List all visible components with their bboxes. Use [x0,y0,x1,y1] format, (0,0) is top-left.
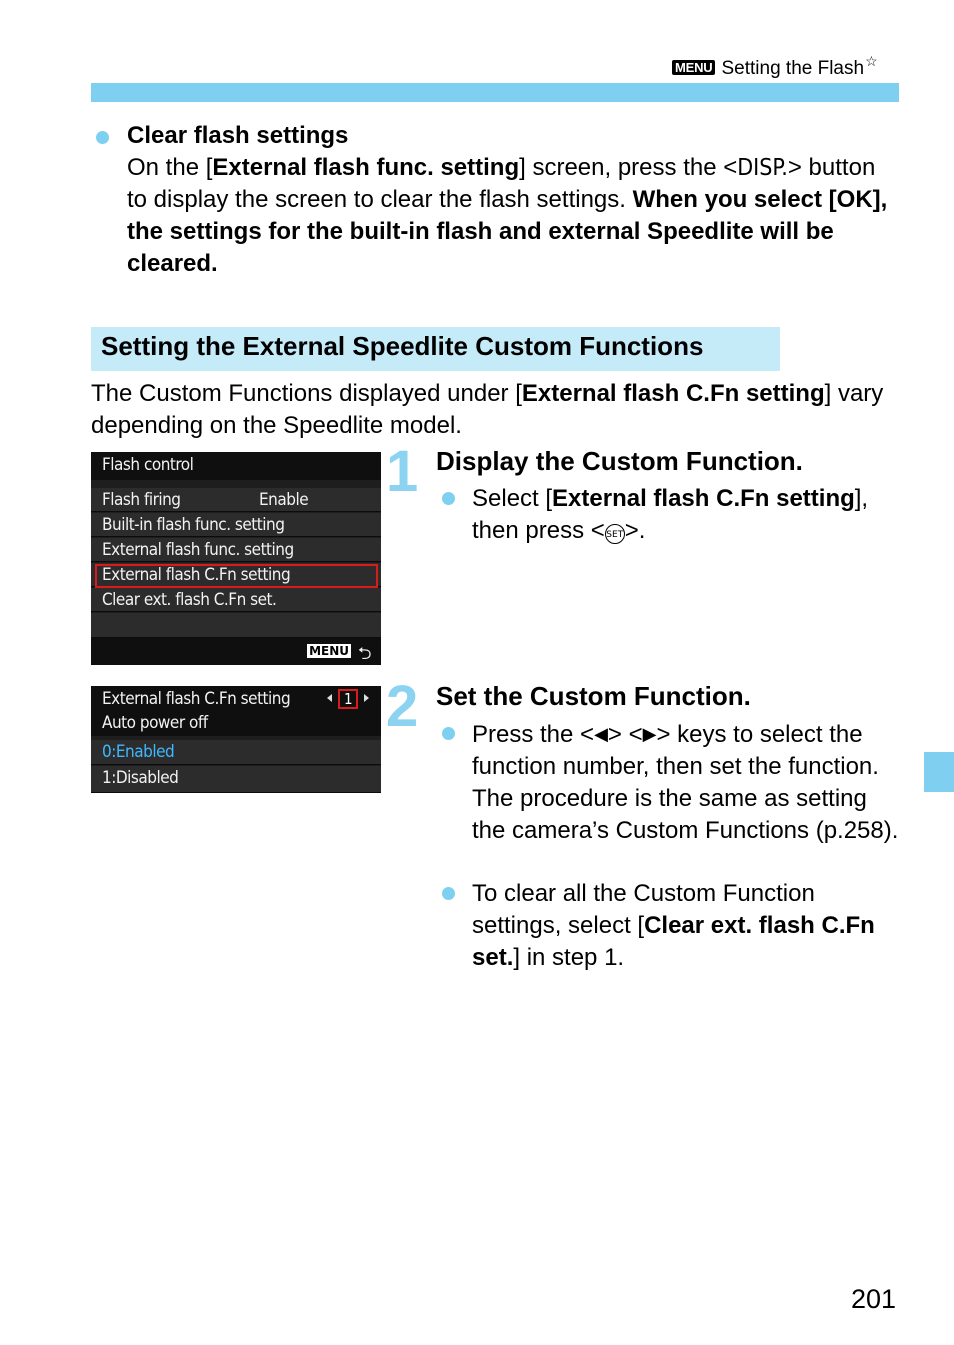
step-number: 2 [386,674,419,739]
step-number: 1 [386,439,419,504]
menu-icon: MENU [672,60,715,75]
header-accent-bar [91,83,899,102]
clear-flash-text [127,152,897,280]
step-2-instruction-2 [472,878,900,974]
text-span: ] in step 1. [513,944,625,971]
left-arrow-icon [327,694,332,702]
running-header [672,48,878,82]
option-enabled: 0:Enabled [91,740,381,765]
function-number: 1 [338,689,358,709]
selection-frame [95,564,378,588]
text-span: > < [607,721,643,748]
row-value: Enable [259,490,309,510]
header-title: Setting the Flash [721,58,865,79]
bold-span: External flash C.Fn setting [521,380,825,407]
right-arrow-icon [364,694,369,702]
camera-screen-cfn [91,686,381,793]
menu-row [91,513,381,537]
bold-span: When you select [OK], the settings for the built-in flash and external Speedlite will be cleared. [127,186,888,277]
row-label: External flash func. setting [102,540,294,560]
return-icon: ⮌ [357,644,371,664]
screen-header [91,686,381,736]
camera-screen-flash-control [91,452,381,665]
text-span: Press the < [472,721,595,748]
screen-title: External flash C.Fn setting [102,689,291,709]
star-icon: ☆ [865,53,878,69]
row-label: Built-in flash func. setting [102,515,285,535]
text-span: > button to display the screen to clear the flash settings. [127,154,876,213]
menu-row-empty [91,613,381,638]
row-label: Flash firing [102,490,181,510]
text-span: ] vary depending on the Speedlite model. [91,380,884,439]
text-span: >. [624,517,646,544]
bullet-icon [442,492,455,505]
text-span: ], then press < [472,485,869,544]
text-span: Select [ [472,485,553,512]
bold-span: External flash C.Fn setting [552,485,855,512]
clear-flash-settings [127,120,897,280]
row-label: External flash C.Fn setting [102,565,291,585]
right-key-icon: ▶ [642,724,657,744]
option-disabled: 1:Disabled [91,766,381,793]
set-button-icon: SET [605,524,625,544]
clear-flash-heading: Clear flash settings [127,122,349,149]
menu-row [91,538,381,562]
screen-title: Flash control [91,452,381,480]
bold-span: External flash func. setting [212,154,520,181]
step-title: Set the Custom Function. [436,681,751,711]
menu-icon: MENU [309,644,349,658]
bullet-icon [442,887,455,900]
left-key-icon: ◀ [594,724,608,744]
text-span: > keys to select the function number, then set the function. The procedure is the same as setting the camera’s Custom Functions (p.258). [472,721,899,844]
page-number: 201 [851,1284,897,1314]
text-span: On the [ [127,154,213,181]
bullet-icon [442,727,455,740]
step-1-instruction [472,483,900,547]
section-title: Setting the External Speedlite Custom Functions [91,327,780,371]
section-intro [91,378,897,442]
chapter-tab [924,752,954,792]
text-span: ] screen, press the < [519,154,738,181]
screen-footer [91,638,381,665]
bold-span: Clear ext. flash C.Fn set. [472,912,875,971]
menu-row [91,588,381,612]
text-span: The Custom Functions displayed under [ [91,380,522,407]
step-2-instruction-1 [472,718,900,847]
row-label: Clear ext. flash C.Fn set. [102,590,277,610]
screen-subtitle: Auto power off [102,713,208,733]
step-title: Display the Custom Function. [436,446,803,476]
menu-row [91,488,381,512]
bullet-icon [96,131,109,144]
text-span: To clear all the Custom Function settings, select [ [472,880,815,939]
disp-button-icon: DISP. [737,155,788,181]
